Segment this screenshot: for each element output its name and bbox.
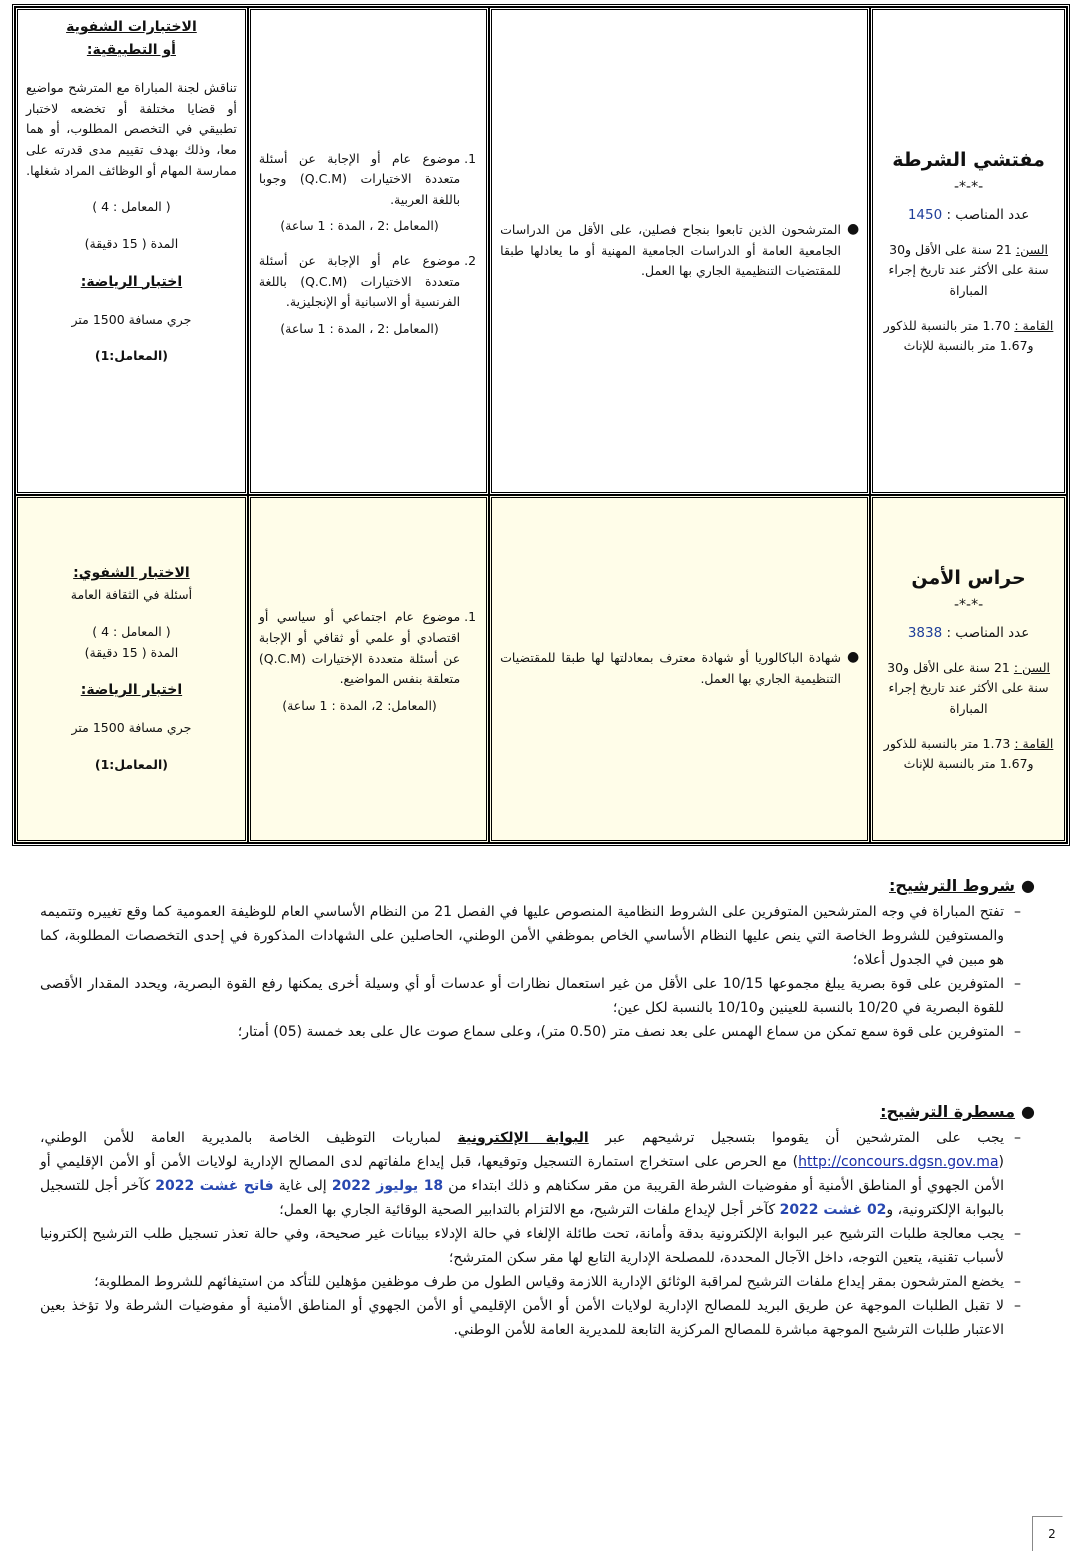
list-item: – المتوفرين على قوة بصرية يبلغ مجموعها 10/15 على الأقل من غير استعمال نظارات أو عدسات أو أي وسيلة أخرى يمكنها رفع القوة البصرية، ويحدد المقدار الأقصى للقوة البصرية في 10/20 بالنسبة للعينين و10/10 بالنسبة لكل عين؛ — [40, 972, 1035, 1020]
dash-icon: – — [1014, 903, 1021, 920]
coefficient: (المعامل :2 ، المدة : 1 ساعة) — [280, 320, 439, 336]
list-item: 1. موضوع عام اجتماعي أو سياسي أو اقتصادي أو علمي أو ثقافي أو الإجابة عن أسئلة متعددة الإختيارات (Q.C.M) متعلقة بنفس المواضيع. — [259, 607, 460, 690]
written-tests-cell — [248, 7, 489, 495]
oral-description: تناقش لجنة المباراة مع المترشح مواضيع أو قضايا مختلفة أو تخضعه لاختبار تطبيقي في التخصص المطلوب، أو هما معا، وذلك بهدف تقييم مدى قدرته على ممارسة المهام أو الوظائف المراد شغلها. — [26, 80, 237, 178]
sport-coefficient: (المعامل:1) — [94, 757, 168, 773]
written-tests-list — [259, 607, 478, 716]
oral-tests-cell — [15, 495, 248, 843]
dash-icon: – — [1014, 1273, 1021, 1290]
stars: -*-*- — [954, 179, 984, 196]
grade-cell — [870, 7, 1067, 495]
age-requirement: السن : 21 سنة على الأقل و30 سنة على الأكثر عند تاريخ إجراء المباراة — [887, 659, 1051, 717]
oral-description: أسئلة في الثقافة العامة — [70, 587, 193, 603]
grade-title: مفتشي الشرطة — [892, 149, 1045, 172]
recruitment-table — [12, 4, 1070, 846]
written-tests-cell — [248, 495, 489, 843]
list-item: – تفتح المباراة في وجه المترشحين المتوفرين على الشروط النظامية المنصوص عليها في الفصل 21 من النظام الأساسي العام للوظيفة العمومية كما وقع تغييره وتتميمه والمستوفين للشروط الخاصة التي ينص عليها النظام الأساسي الخاص بموظفي الأمن الوطني، الحاصلين على الشهادات المذكورة في إحدى التخصصات المطلوبة، كما هو مبين في الجدول أعلاه؛ — [40, 900, 1035, 972]
diploma-cell — [489, 495, 870, 843]
dash-icon: – — [1014, 1298, 1021, 1315]
oral-title: الاختبارات الشفوية — [66, 19, 197, 35]
list-item: – المتوفرين على قوة سمع تمكن من سماع الهمس على بعد نصف متر (0.50 متر)، وعلى سماع صوت عال على بعد خمسة (05) أمتار؛ — [40, 1020, 1035, 1044]
dash-icon: – — [1014, 975, 1021, 992]
portal-link-text: البوابة الإلكترونية — [457, 1129, 589, 1146]
oral-title: الاختبار الشفوي: — [73, 565, 190, 582]
sport-title: اختبار الرياضة: — [80, 682, 183, 699]
procedure-section — [40, 1098, 1035, 1342]
list-item: 2. موضوع عام أو الإجابة عن أسئلة متعددة الاختيارات (Q.C.M) باللغة الفرنسية أو الاسبانية أو الإنجليزية. — [259, 251, 460, 313]
bullet-icon: ● — [1021, 1102, 1035, 1121]
sport-coefficient: (المعامل:1) — [94, 348, 168, 364]
table-row — [15, 495, 1067, 843]
oral-coefficient: ( المعامل : 4 ) — [92, 624, 171, 640]
height-requirement: القامة : 1.73 متر بالنسبة للذكور و1.67 متر بالنسبة للإناث — [883, 735, 1054, 772]
file-deposit-deadline: 02 غشت 2022 — [779, 1201, 887, 1218]
grade-title: حراس الأمن — [911, 567, 1026, 590]
oral-duration: المدة ( 15 دقيقة) — [84, 644, 179, 660]
oral-subtitle: أو التطبيقية: — [86, 42, 176, 59]
coefficient: (المعامل :2 ، المدة : 1 ساعة) — [280, 218, 439, 234]
written-tests-list — [259, 149, 478, 340]
list-item: – لا تقبل الطلبات الموجهة عن طريق البريد للمصالح الإدارية لولايات الأمن أو الأمن الإقليمي أو الأمن الجهوي أو المناطق الأمنية أو مفوضيات الشرطة ولا تؤخذ بعين الاعتبار طلبات الترشيح الموجهة مباشرة للمصالح المركزية التابعة للمديرية العامة للأمن الوطني. — [40, 1294, 1035, 1342]
sport-text: جري مسافة 1500 متر — [71, 720, 192, 736]
list-item: – يجب على المترشحين أن يقوموا بتسجيل ترشيحهم عبر البوابة الإلكترونية لمباريات التوظيف الخاصة بالمديرية العامة للأمن الوطني، (http://concours.dgsn.gov.ma) مع الحرص على استخراج استمارة التسجيل وتوقيعها، قبل إيداع ملفاتهم لدى المصالح الإدارية لولايات الأمن أو الأمن الإقليمي أو الأمن الجهوي أو المناطق الأمنية أو مفوضيات الشرطة القريبة من مقر سكناهم و ذلك ابتداء من 18 يوليوز 2022 إلى غاية فاتح غشت 2022 كآخر أجل للتسجيل بالبوابة الإلكترونية، و02 غشت 2022 كآخر أجل لإيداع ملفات الترشيح، مع الالتزام بالتدابير الصحية الوقائية الجاري بها العمل؛ — [40, 1126, 1035, 1222]
section-title: مسطرة الترشيح: — [880, 1102, 1016, 1121]
list-item: 1. موضوع عام أو الإجابة عن أسئلة متعددة الاختيارات (Q.C.M) وجوبا باللغة العربية. — [259, 149, 460, 211]
posts-value: 1450 — [907, 206, 943, 223]
oral-coefficient: ( المعامل : 4 ) — [92, 199, 171, 215]
oral-tests-cell — [15, 7, 248, 495]
height-requirement: القامة : 1.70 متر بالنسبة للذكور و1.67 متر بالنسبة للإناث — [883, 317, 1054, 354]
section-title: شروط الترشيح: — [889, 876, 1016, 895]
page-number: 2 — [1032, 1516, 1071, 1551]
dash-icon: – — [1014, 1225, 1021, 1242]
registration-link[interactable]: http://concours.dgsn.gov.ma — [798, 1153, 999, 1170]
dash-icon: – — [1014, 1129, 1021, 1146]
oral-duration: المدة ( 15 دقيقة) — [84, 235, 179, 251]
diploma-text: شهادة الباكالوريا أو شهادة معترف بمعادلتها لها طبقا للمقتضيات التنظيمية الجاري بها العمل. — [500, 650, 841, 686]
conditions-section — [40, 872, 1035, 1044]
registration-deadline: فاتح غشت 2022 — [155, 1177, 274, 1194]
age-requirement: السن: 21 سنة على الأقل و30 سنة على الأكثر عند تاريخ إجراء المباراة — [888, 241, 1049, 299]
bullet-icon: ● — [846, 649, 860, 666]
list-item: – يجب معالجة طلبات الترشيح عبر البوابة الإلكترونية بدقة وأمانة، تحت طائلة الإلغاء في حالة الإدلاء ببيانات غير صحيحة، وفي حالة تعذر تسجيل طلب الترشيح إلكترونيا لأسباب تقنية، يتعين التوجه، داخل الآجال المحددة، للمصلحة الإدارية التابع لها مقر سكن المترشح؛ — [40, 1222, 1035, 1270]
coefficient: (المعامل: 2، المدة : 1 ساعة) — [282, 697, 437, 713]
start-date: 18 يوليوز 2022 — [331, 1177, 444, 1194]
diploma-cell — [489, 7, 870, 495]
grade-cell — [870, 495, 1067, 843]
stars: -*-*- — [954, 597, 984, 614]
dash-icon: – — [1014, 1023, 1021, 1040]
posts-count: عدد المناصب : 1450 — [907, 206, 1030, 223]
bullet-icon: ● — [1021, 876, 1035, 895]
bullet-icon: ● — [846, 221, 860, 238]
list-item: – يخضع المترشحون بمقر إيداع ملفات الترشيح لمراقبة الوثائق الإدارية اللازمة وقياس الطول من طرف موظفين مؤهلين للتأكد من استيفائهم للشروط المطلوبة؛ — [40, 1270, 1035, 1294]
sport-title: اختبار الرياضة: — [80, 273, 183, 290]
sport-text: جري مسافة 1500 متر — [71, 311, 192, 327]
diploma-text: المترشحون الذين تابعوا بنجاح فصلين، على الأقل من الدراسات الجامعية العامة أو الدراسات الجامعية المهنية أو ما يعادلها طبقا للمقتضيات التنظيمية الجاري بها العمل. — [500, 222, 841, 279]
posts-value: 3838 — [907, 624, 943, 641]
table-row — [15, 7, 1067, 495]
posts-count: عدد المناصب : 3838 — [907, 624, 1030, 641]
